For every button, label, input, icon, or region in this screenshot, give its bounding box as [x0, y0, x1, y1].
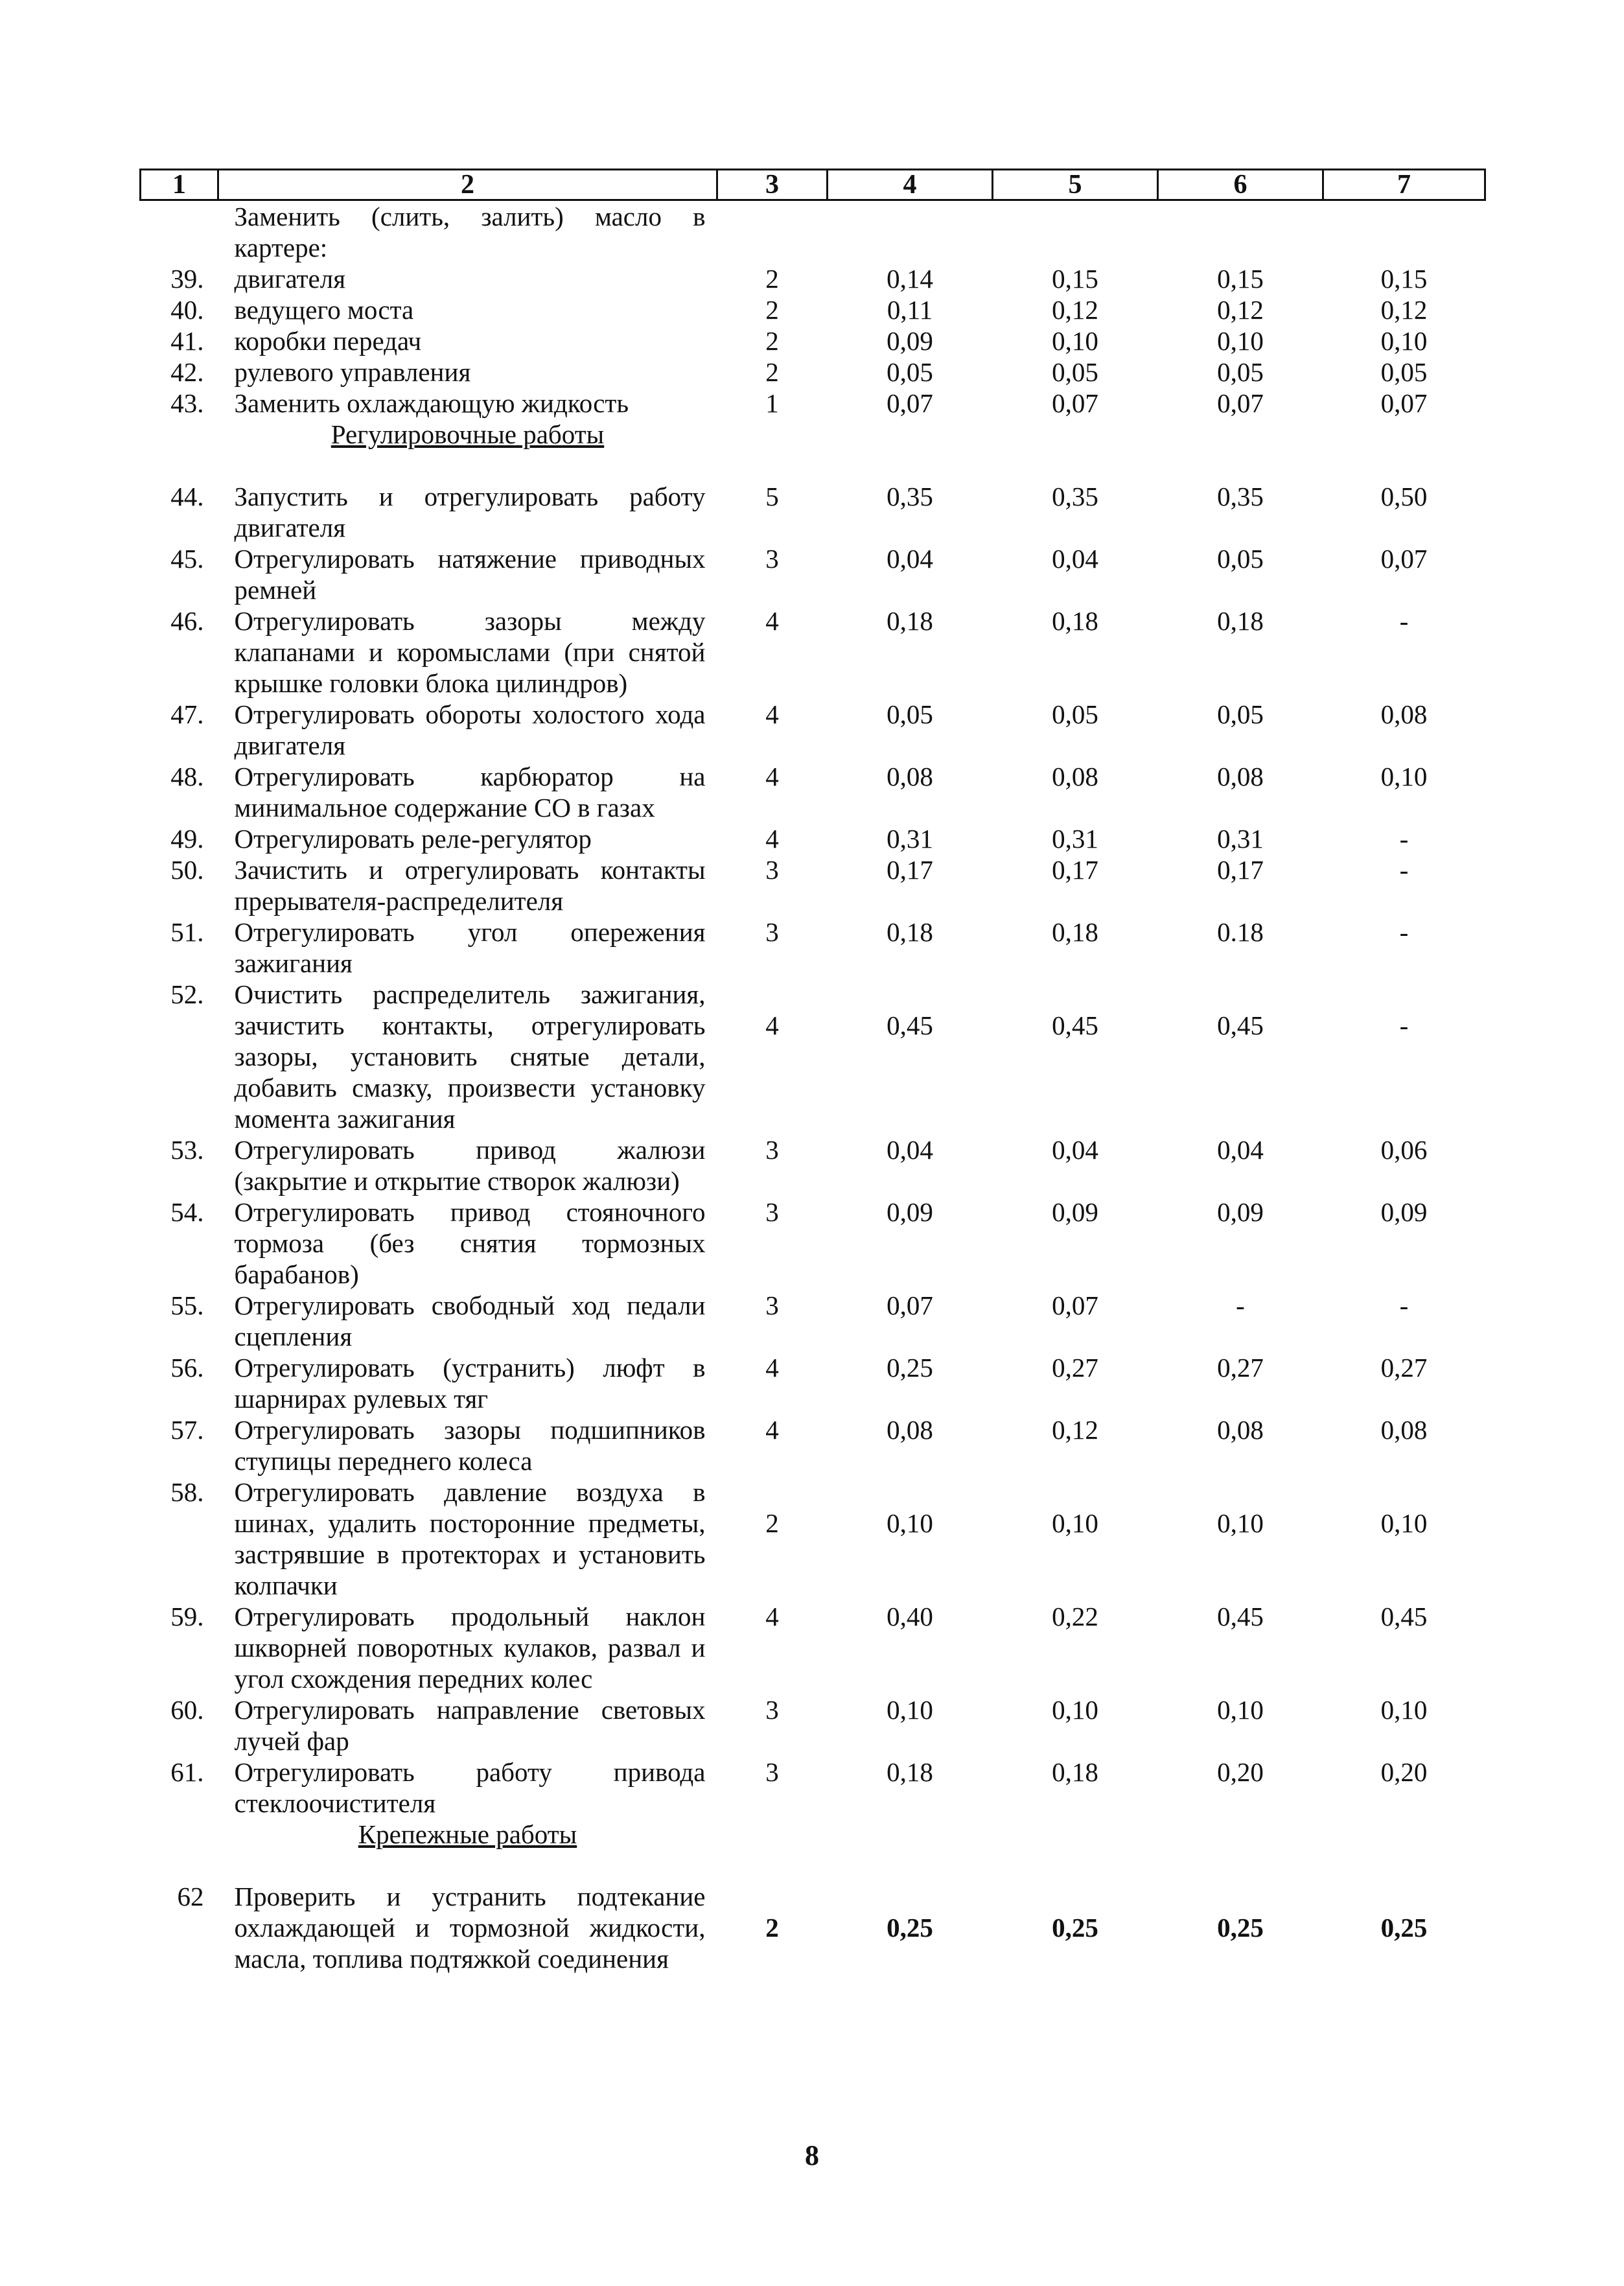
- row-norm-col7: 0,08: [1380, 1415, 1428, 1445]
- row-norm-col7: -: [1399, 1290, 1409, 1320]
- header-col-4: 4: [828, 170, 993, 200]
- row-norm-col6: 0,12: [1217, 295, 1264, 325]
- row-norm-col5: 0,15: [1052, 264, 1098, 294]
- row-description: ведущего моста: [234, 295, 414, 325]
- row-norm-col4: 0,18: [887, 1757, 933, 1787]
- row-description: Заменить охлаждающую жидкость: [234, 388, 629, 418]
- row-category: 2: [765, 357, 779, 387]
- table-row: [141, 979, 1485, 1134]
- row-description: Зачистить и отрегулировать контакты прерывателя-распределителя: [234, 855, 706, 916]
- page-number: 8: [805, 2140, 819, 2171]
- row-norm-col7: 0,08: [1380, 699, 1428, 729]
- table-row: [141, 200, 1485, 264]
- row-number: 59.: [170, 1602, 204, 1631]
- row-number: 61.: [170, 1757, 204, 1787]
- row-description: Отрегулировать угол опережения зажигания: [234, 917, 706, 978]
- table-row: [141, 699, 1485, 761]
- row-category: 3: [765, 1695, 779, 1725]
- table-row: [141, 1352, 1485, 1414]
- row-norm-col4: 0,05: [887, 357, 933, 387]
- section-heading-row: [141, 1819, 1485, 1881]
- row-category: 3: [765, 1197, 779, 1227]
- row-norm-col6: 0,05: [1217, 357, 1264, 387]
- row-norm-col7: [1323, 200, 1485, 264]
- row-category: 3: [765, 1135, 779, 1165]
- row-description: Отрегулировать зазоры подшипников ступицы переднего колеса: [234, 1415, 706, 1476]
- row-number: 41.: [170, 326, 204, 356]
- row-norm-col7: 0,10: [1380, 762, 1428, 791]
- row-category: 5: [765, 482, 779, 511]
- row-description: рулевого управления: [234, 357, 471, 387]
- row-norm-col5: 0,04: [1052, 544, 1098, 574]
- row-category: 2: [765, 1913, 779, 1942]
- row-category: 4: [765, 1010, 779, 1040]
- row-norm-col4: 0,35: [887, 482, 933, 511]
- row-norm-col4: 0,18: [887, 606, 933, 636]
- row-norm-col4: 0,31: [887, 824, 933, 854]
- row-category: 4: [765, 1353, 779, 1382]
- row-norm-col7: 0,07: [1380, 544, 1428, 574]
- row-norm-col7: -: [1399, 1010, 1409, 1040]
- row-category: 2: [765, 326, 779, 356]
- row-norm-col6: 0,07: [1217, 388, 1264, 418]
- header-col-3: 3: [717, 170, 828, 200]
- row-norm-col7: 0,10: [1380, 326, 1428, 356]
- row-norm-col5: 0,09: [1052, 1197, 1098, 1227]
- row-description: Отрегулировать (устранить) люфт в шарнирах рулевых тяг: [234, 1353, 706, 1414]
- row-number: 46.: [170, 606, 204, 636]
- row-norm-col6: 0.18: [1217, 917, 1264, 947]
- row-norm-col6: 0,20: [1217, 1757, 1264, 1787]
- row-norm-col6: 0,27: [1217, 1353, 1264, 1382]
- row-norm-col4: 0,08: [887, 1415, 933, 1445]
- row-norm-col7: -: [1399, 855, 1409, 885]
- row-norm-col7: -: [1399, 606, 1409, 636]
- row-norm-col6: 0,35: [1217, 482, 1264, 511]
- row-number: 58.: [170, 1477, 204, 1507]
- row-category: [717, 200, 828, 264]
- row-norm-col6: 0,45: [1217, 1010, 1264, 1040]
- row-number: 47.: [170, 699, 204, 729]
- row-number: 56.: [170, 1353, 204, 1382]
- row-category: 3: [765, 917, 779, 947]
- section-heading: Крепежные работы: [358, 1819, 577, 1849]
- row-category: 3: [765, 1290, 779, 1320]
- row-norm-col6: -: [1236, 1290, 1245, 1320]
- row-norm-col4: 0,11: [887, 295, 933, 325]
- table-row: [141, 356, 1485, 388]
- row-description: Очистить распределитель зажигания, зачистить контакты, отрегулировать зазоры, установить снятые детали, добавить смазку, произвести установку момента зажигания: [234, 979, 706, 1134]
- row-norm-col7: 0,09: [1380, 1197, 1428, 1227]
- row-norm-col7: 0,10: [1380, 1695, 1428, 1725]
- row-norm-col5: 0,08: [1052, 762, 1098, 791]
- table-row: [141, 1694, 1485, 1756]
- row-number: 51.: [170, 917, 204, 947]
- section-heading-row: [141, 419, 1485, 481]
- row-norm-col6: 0,05: [1217, 699, 1264, 729]
- row-number: 50.: [170, 855, 204, 885]
- row-norm-col7: 0,25: [1380, 1913, 1428, 1942]
- row-norm-col5: 0,05: [1052, 357, 1098, 387]
- table-row: [141, 605, 1485, 699]
- table-row: [141, 1196, 1485, 1290]
- header-col-5: 5: [993, 170, 1158, 200]
- row-category: 4: [765, 606, 779, 636]
- table-row: [141, 1476, 1485, 1601]
- row-description: Отрегулировать реле-регулятор: [234, 824, 592, 854]
- table-row: [141, 1881, 1485, 1974]
- row-norm-col7: 0,12: [1380, 295, 1428, 325]
- row-category: 2: [765, 1508, 779, 1538]
- table-row: [141, 543, 1485, 605]
- row-norm-col7: 0,15: [1380, 264, 1428, 294]
- row-norm-col5: 0,10: [1052, 1508, 1098, 1538]
- row-norm-col5: 0,18: [1052, 917, 1098, 947]
- row-norm-col7: 0,50: [1380, 482, 1428, 511]
- row-norm-col6: [1158, 200, 1323, 264]
- row-norm-col5: [993, 200, 1158, 264]
- row-category: 4: [765, 824, 779, 854]
- row-norm-col6: 0,04: [1217, 1135, 1264, 1165]
- row-norm-col4: 0,04: [887, 1135, 933, 1165]
- row-description: Отрегулировать продольный наклон шкворней поворотных кулаков, развал и угол схождения передних колес: [234, 1602, 706, 1694]
- row-description: коробки передач: [234, 326, 422, 356]
- row-norm-col4: 0,08: [887, 762, 933, 791]
- row-norm-col4: [828, 200, 993, 264]
- row-norm-col4: 0,18: [887, 917, 933, 947]
- table-row: [141, 481, 1485, 543]
- row-norm-col6: 0,09: [1217, 1197, 1264, 1227]
- row-norm-col4: 0,04: [887, 544, 933, 574]
- table-row: [141, 388, 1485, 419]
- row-number: 45.: [170, 544, 204, 574]
- row-norm-col7: 0,06: [1380, 1135, 1428, 1165]
- row-norm-col5: 0,04: [1052, 1135, 1098, 1165]
- row-norm-col5: 0,35: [1052, 482, 1098, 511]
- row-norm-col7: 0,05: [1380, 357, 1428, 387]
- header-col-1: 1: [141, 170, 218, 200]
- row-description: Заменить (слить, залить) масло в картере:: [234, 202, 706, 262]
- row-description: Отрегулировать направление световых лучей фар: [234, 1695, 706, 1756]
- header-col-6: 6: [1158, 170, 1323, 200]
- row-number: 62: [177, 1882, 204, 1911]
- row-number: 57.: [170, 1415, 204, 1445]
- row-norm-col5: 0,05: [1052, 699, 1098, 729]
- row-number: 43.: [170, 388, 204, 418]
- row-norm-col7: -: [1399, 824, 1409, 854]
- row-category: 4: [765, 1415, 779, 1445]
- row-norm-col4: 0,07: [887, 1290, 933, 1320]
- row-number: [141, 200, 218, 264]
- row-norm-col5: 0,22: [1052, 1602, 1098, 1631]
- section-spacer: [717, 419, 1485, 481]
- row-category: 3: [765, 544, 779, 574]
- row-norm-col4: 0,25: [887, 1353, 933, 1382]
- row-norm-col7: 0,45: [1380, 1602, 1428, 1631]
- row-norm-col4: 0,10: [887, 1695, 933, 1725]
- section-spacer: [141, 1819, 218, 1881]
- row-category: 3: [765, 855, 779, 885]
- row-number: 40.: [170, 295, 204, 325]
- row-description: Проверить и устранить подтекание охлаждающей и тормозной жидкости, масла, топлива подтяжкой соединения: [234, 1882, 706, 1974]
- row-norm-col4: 0,17: [887, 855, 933, 885]
- row-norm-col4: 0,07: [887, 388, 933, 418]
- row-norm-col5: 0,07: [1052, 388, 1098, 418]
- row-norm-col5: 0,12: [1052, 295, 1098, 325]
- row-norm-col5: 0,31: [1052, 824, 1098, 854]
- row-number: 49.: [170, 824, 204, 854]
- row-description: Отрегулировать привод жалюзи (закрытие и открытие створок жалюзи): [234, 1135, 706, 1196]
- row-norm-col7: 0,07: [1380, 388, 1428, 418]
- table-row: [141, 1414, 1485, 1476]
- row-number: 60.: [170, 1695, 204, 1725]
- row-norm-col7: -: [1399, 917, 1409, 947]
- row-norm-col7: 0,10: [1380, 1508, 1428, 1538]
- row-number: 55.: [170, 1290, 204, 1320]
- row-category: 4: [765, 762, 779, 791]
- row-norm-col6: 0,17: [1217, 855, 1264, 885]
- row-norm-col4: 0,10: [887, 1508, 933, 1538]
- row-norm-col4: 0,25: [887, 1913, 933, 1942]
- row-norm-col4: 0,09: [887, 326, 933, 356]
- row-category: 1: [765, 388, 779, 418]
- row-norm-col6: 0,05: [1217, 544, 1264, 574]
- row-norm-col7: 0,27: [1380, 1353, 1428, 1382]
- row-norm-col5: 0,27: [1052, 1353, 1098, 1382]
- row-norm-col6: 0,15: [1217, 264, 1264, 294]
- row-norm-col6: 0,31: [1217, 824, 1264, 854]
- section-heading: Регулировочные работы: [331, 419, 605, 449]
- row-category: 2: [765, 295, 779, 325]
- row-number: 42.: [170, 357, 204, 387]
- header-col-7: 7: [1323, 170, 1485, 200]
- table-row: [141, 325, 1485, 356]
- section-spacer: [141, 419, 218, 481]
- row-description: двигателя: [234, 264, 346, 294]
- row-norm-col6: 0,10: [1217, 1695, 1264, 1725]
- row-category: 4: [765, 1602, 779, 1631]
- row-norm-col6: 0,10: [1217, 326, 1264, 356]
- row-norm-col6: 0,08: [1217, 1415, 1264, 1445]
- row-norm-col4: 0,40: [887, 1602, 933, 1631]
- row-description: Отрегулировать карбюратор на минимальное содержание СО в газах: [234, 762, 706, 822]
- section-spacer: [717, 1819, 1485, 1881]
- row-norm-col4: 0,05: [887, 699, 933, 729]
- row-description: Отрегулировать давление воздуха в шинах, удалить посторонние предметы, застрявшие в протекторах и установить колпачки: [234, 1477, 706, 1600]
- table-row: [141, 823, 1485, 854]
- row-norm-col5: 0,17: [1052, 855, 1098, 885]
- row-category: 4: [765, 699, 779, 729]
- row-description: Отрегулировать привод стояночного тормоза (без снятия тормозных барабанов): [234, 1197, 706, 1289]
- row-number: 44.: [170, 482, 204, 511]
- row-description: Отрегулировать свободный ход педали сцепления: [234, 1290, 706, 1351]
- row-norm-col6: 0,08: [1217, 762, 1264, 791]
- row-norm-col5: 0,10: [1052, 1695, 1098, 1725]
- row-description: Отрегулировать работу привода стеклоочистителя: [234, 1757, 706, 1818]
- row-norm-col5: 0,18: [1052, 1757, 1098, 1787]
- row-category: 3: [765, 1757, 779, 1787]
- row-description: Отрегулировать обороты холостого хода двигателя: [234, 699, 706, 760]
- row-norm-col5: 0,10: [1052, 326, 1098, 356]
- table-row: [141, 761, 1485, 823]
- row-norm-col5: 0,45: [1052, 1010, 1098, 1040]
- row-number: 48.: [170, 762, 204, 791]
- row-norm-col6: 0,10: [1217, 1508, 1264, 1538]
- table-row: [141, 854, 1485, 916]
- column-number-header: [141, 170, 1485, 200]
- row-norm-col6: 0,45: [1217, 1602, 1264, 1631]
- row-norm-col4: 0,14: [887, 264, 933, 294]
- row-description: Отрегулировать зазоры между клапанами и коромыслами (при снятой крышке головки блока цилиндров): [234, 606, 706, 698]
- table-row: [141, 1134, 1485, 1196]
- table-row: [141, 916, 1485, 979]
- row-description: Отрегулировать натяжение приводных ремней: [234, 544, 706, 605]
- row-norm-col5: 0,18: [1052, 606, 1098, 636]
- table-row: [141, 263, 1485, 294]
- row-number: 52.: [170, 979, 204, 1009]
- row-category: 2: [765, 264, 779, 294]
- row-norm-col6: 0,25: [1217, 1913, 1264, 1942]
- table-body: [141, 200, 1485, 1975]
- table-row: [141, 294, 1485, 325]
- row-norm-col4: 0,09: [887, 1197, 933, 1227]
- row-number: 54.: [170, 1197, 204, 1227]
- row-description: Запустить и отрегулировать работу двигателя: [234, 482, 706, 542]
- table-row: [141, 1290, 1485, 1352]
- row-norm-col4: 0,45: [887, 1010, 933, 1040]
- table-row: [141, 1756, 1485, 1819]
- table-row: [141, 1601, 1485, 1694]
- row-number: 53.: [170, 1135, 204, 1165]
- row-norm-col7: 0,20: [1380, 1757, 1428, 1787]
- row-norm-col6: 0,18: [1217, 606, 1264, 636]
- row-norm-col5: 0,25: [1052, 1913, 1098, 1942]
- labor-norms-table: [139, 169, 1486, 1974]
- header-col-2: 2: [218, 170, 717, 200]
- row-norm-col5: 0,12: [1052, 1415, 1098, 1445]
- row-norm-col5: 0,07: [1052, 1290, 1098, 1320]
- row-number: 39.: [170, 264, 204, 294]
